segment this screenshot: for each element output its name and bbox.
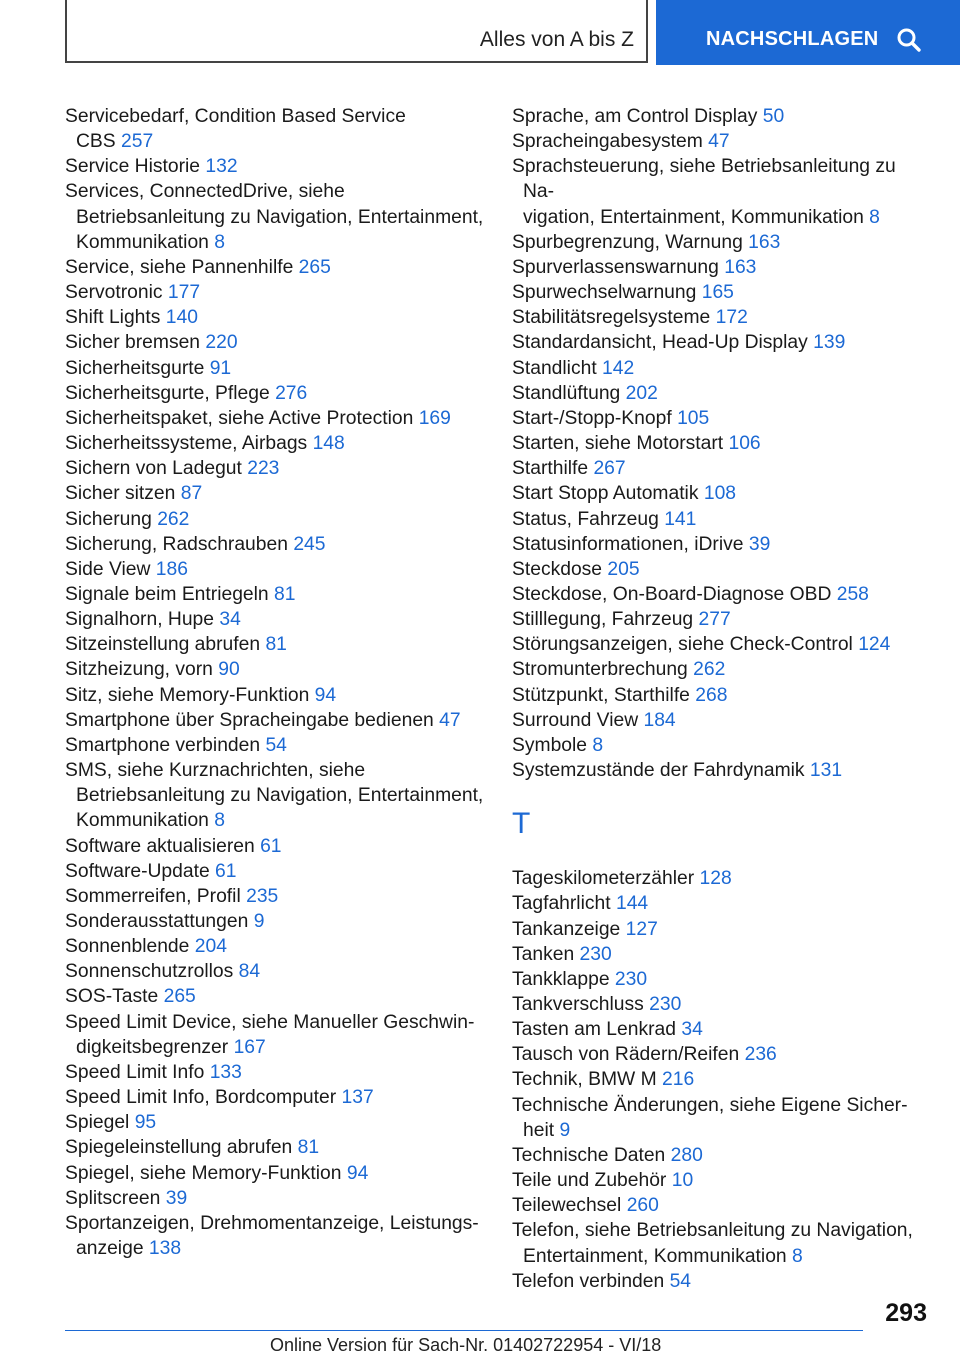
- entry-text: Standlüftung: [512, 382, 621, 404]
- entry-text: Sonnenblende: [65, 936, 190, 958]
- page-reference-link[interactable]: 260: [626, 1195, 659, 1217]
- index-column-left: [65, 104, 485, 1261]
- index-entry: [65, 884, 485, 909]
- index-entry: [512, 1143, 932, 1168]
- index-entry: [512, 1067, 932, 1092]
- page-reference-link[interactable]: 105: [677, 407, 710, 429]
- entry-text: Steckdose, On-Board-Diagnose OBD: [512, 583, 832, 605]
- page-reference-link[interactable]: 223: [247, 458, 280, 480]
- entry-text: Start Stopp Automatik: [512, 483, 699, 505]
- index-entry: [512, 532, 932, 557]
- page-reference-link[interactable]: 202: [625, 382, 658, 404]
- entry-text: Service, siehe Pannenhilfe: [65, 256, 294, 278]
- index-entry: [65, 909, 485, 934]
- entry-text: Telefon verbinden: [512, 1270, 665, 1292]
- page-reference-link[interactable]: 47: [439, 709, 461, 731]
- page-reference-link[interactable]: 81: [274, 583, 296, 605]
- page-reference-link[interactable]: 61: [260, 835, 282, 857]
- index-entry: [65, 381, 485, 406]
- index-entry: [65, 330, 485, 355]
- index-entry: [512, 992, 932, 1017]
- page-reference-link[interactable]: 39: [748, 533, 771, 555]
- page-reference-link[interactable]: 205: [607, 558, 640, 580]
- entry-text: Tanken: [512, 943, 575, 965]
- index-entry: [65, 1211, 485, 1261]
- index-entry: [512, 305, 932, 330]
- index-entry: [65, 934, 485, 959]
- entry-text: Starthilfe: [512, 458, 589, 480]
- index-entry: [65, 1161, 485, 1186]
- entry-text: Störungsanzeigen, siehe Check-Control: [512, 634, 853, 656]
- index-entry: [512, 1193, 932, 1218]
- page-reference-link[interactable]: 140: [165, 307, 198, 329]
- page-reference-link[interactable]: 137: [341, 1087, 374, 1109]
- page-reference-link[interactable]: 106: [728, 433, 761, 455]
- index-entry: [65, 1010, 485, 1060]
- index-entry: [512, 632, 932, 657]
- index-entry: [512, 758, 932, 783]
- index-entry: [512, 154, 932, 229]
- entry-text: Sicher sitzen: [65, 483, 176, 505]
- index-entry: [65, 758, 485, 833]
- page-reference-link[interactable]: 47: [708, 131, 730, 153]
- entry-text: Sitzheizung, vorn: [65, 659, 213, 681]
- page-reference-link[interactable]: 268: [695, 684, 728, 706]
- footer-version: Online Version für Sach-Nr. 01402722954 - VI/18: [270, 1335, 662, 1355]
- index-entry: [65, 834, 485, 859]
- entry-text: Stromunterbrechung: [512, 659, 688, 681]
- index-entry: [65, 154, 485, 179]
- entry-text: Sicherheitssysteme, Airbags: [65, 433, 308, 455]
- index-entry: [512, 733, 932, 758]
- entry-text: Sichern von Ladegut: [65, 458, 242, 480]
- entry-text: Standardansicht, Head-Up Display: [512, 332, 808, 354]
- page-reference-link[interactable]: 8: [214, 231, 225, 253]
- entry-text: Signalhorn, Hupe: [65, 609, 214, 631]
- page-reference-link[interactable]: 265: [298, 256, 331, 278]
- entry-text: Tausch von Rädern/Reifen: [512, 1044, 740, 1066]
- entry-text: Sicherheitspaket, siehe Active Protection: [65, 407, 414, 429]
- page-reference-link[interactable]: 184: [643, 709, 676, 731]
- page-reference-link[interactable]: 139: [813, 332, 846, 354]
- page-reference-link[interactable]: 10: [671, 1170, 694, 1192]
- index-entry: [65, 456, 485, 481]
- page-reference-link[interactable]: 169: [418, 407, 451, 429]
- entry-text: Spurbegrenzung, Warnung: [512, 231, 743, 253]
- entry-text: Sitz, siehe Memory-Funktion: [65, 684, 310, 706]
- index-entry: [65, 657, 485, 682]
- index-entry: [65, 1085, 485, 1110]
- index-entry: [512, 917, 932, 942]
- entry-text: Standlicht: [512, 357, 597, 379]
- entry-text: Technische Änderungen, siehe Eigene Sicher- heit: [512, 1094, 908, 1141]
- entry-text: Software-Update: [65, 860, 210, 882]
- entry-text: Stabilitätsregelsysteme: [512, 307, 711, 329]
- entry-text: Spurverlassenswarnung: [512, 256, 719, 278]
- index-entry: [65, 104, 485, 154]
- nachschlagen-button[interactable]: [656, 0, 960, 65]
- page-reference-link[interactable]: 8: [214, 810, 225, 832]
- entry-text: Servicebedarf, Condition Based Service CBS: [65, 106, 406, 153]
- nav-label: NACHSCHLAGEN: [706, 28, 879, 50]
- entry-text: Splitscreen: [65, 1187, 161, 1209]
- page-reference-link[interactable]: 236: [744, 1044, 777, 1066]
- index-entry: [512, 356, 932, 381]
- index-entry: [512, 683, 932, 708]
- page-reference-link[interactable]: 81: [265, 634, 287, 656]
- entry-text: Sprache, am Control Display: [512, 106, 758, 127]
- index-entry: [65, 255, 485, 280]
- entry-text: Sitzeinstellung abrufen: [65, 634, 261, 656]
- section-letter: T: [512, 807, 531, 841]
- index-entry: [512, 330, 932, 355]
- entry-text: Tankanzeige: [512, 918, 621, 940]
- entry-text: Systemzustände der Fahrdynamik: [512, 760, 805, 782]
- index-column-right: [512, 104, 932, 1294]
- entry-text: Tankverschluss: [512, 994, 644, 1015]
- entry-text: Smartphone über Spracheingabe bedienen: [65, 709, 434, 731]
- entry-text: Service Historie: [65, 156, 201, 178]
- entry-text: Tagfahrlicht: [512, 893, 611, 915]
- page-reference-link[interactable]: 167: [233, 1036, 266, 1058]
- entry-list-s: [512, 104, 932, 783]
- page-reference-link[interactable]: 265: [163, 986, 196, 1008]
- section-label: Alles von A bis Z: [479, 28, 634, 51]
- page-reference-link[interactable]: 84: [238, 961, 261, 983]
- page-reference-link[interactable]: 39: [165, 1187, 188, 1209]
- page-reference-link[interactable]: 172: [715, 307, 748, 329]
- index-entry: [512, 129, 932, 154]
- page-reference-link[interactable]: 277: [698, 609, 731, 631]
- page-reference-link[interactable]: 262: [693, 659, 726, 681]
- page-reference-link[interactable]: 128: [699, 868, 732, 890]
- page-reference-link[interactable]: 133: [209, 1061, 242, 1083]
- entry-text: Stilllegung, Fahrzeug: [512, 609, 694, 631]
- index-entry: [65, 1186, 485, 1211]
- page-reference-link[interactable]: 138: [148, 1238, 182, 1260]
- page-reference-link[interactable]: 91: [209, 357, 232, 379]
- page-reference-link[interactable]: 131: [809, 760, 843, 782]
- entry-text: Tageskilometerzähler: [512, 868, 695, 890]
- index-entry: [512, 381, 932, 406]
- entry-text: Servotronic: [65, 282, 163, 304]
- page-reference-link[interactable]: 230: [614, 968, 648, 990]
- index-entry: [65, 708, 485, 733]
- entry-text: Technik, BMW M: [512, 1069, 657, 1091]
- page-reference-link[interactable]: 245: [293, 533, 326, 555]
- entry-text: SOS-Taste: [65, 986, 159, 1008]
- page-reference-link[interactable]: 144: [615, 893, 649, 915]
- page-reference-link[interactable]: 163: [724, 256, 757, 278]
- page-reference-link[interactable]: 94: [314, 684, 337, 706]
- entry-text: Services, ConnectedDrive, siehe Betriebsanleitung zu Navigation, Entertainment, Kommunikation: [65, 181, 484, 253]
- page-reference-link[interactable]: 9: [253, 911, 265, 932]
- page-reference-link[interactable]: 94: [346, 1162, 369, 1184]
- index-entry: [512, 1168, 932, 1193]
- footer-divider: [65, 1330, 863, 1331]
- index-entry: [65, 507, 485, 532]
- index-entry: [65, 1110, 485, 1135]
- entry-text: Speed Limit Device, siehe Manueller Geschwin- digkeitsbegrenzer: [65, 1011, 475, 1058]
- entry-text: Sonnenschutzrollos: [65, 961, 234, 983]
- index-entry: [65, 733, 485, 758]
- index-entry: [512, 431, 932, 456]
- index-entry: [65, 984, 485, 1009]
- page-reference-link[interactable]: 127: [625, 918, 658, 940]
- index-entry: [65, 859, 485, 884]
- page-reference-link[interactable]: 165: [701, 282, 734, 304]
- index-entry: [65, 179, 485, 254]
- index-entry: [512, 1042, 932, 1067]
- entry-text: Stützpunkt, Starthilfe: [512, 684, 690, 706]
- page-reference-link[interactable]: 186: [155, 558, 188, 580]
- page-reference-link[interactable]: 9: [559, 1119, 571, 1141]
- page-reference-link[interactable]: 34: [219, 609, 241, 631]
- index-entry: [65, 1060, 485, 1085]
- entry-text: Spiegel, siehe Memory-Funktion: [65, 1162, 342, 1184]
- entry-text: Spurwechselwarnung: [512, 282, 697, 304]
- index-entry: [512, 866, 932, 891]
- header-section-tab: [65, 0, 648, 63]
- index-entry: [512, 582, 932, 607]
- index-entry: [512, 607, 932, 632]
- index-entry: [65, 557, 485, 582]
- index-entry: [65, 959, 485, 984]
- entry-text: Technische Daten: [512, 1144, 666, 1166]
- entry-text: Steckdose: [512, 558, 603, 580]
- index-entry: [512, 406, 932, 431]
- page-reference-link[interactable]: 141: [664, 508, 697, 530]
- page-reference-link[interactable]: 276: [275, 382, 308, 404]
- page-reference-link[interactable]: 124: [858, 634, 891, 656]
- entry-text: Surround View: [512, 709, 639, 731]
- entry-text: Statusinformationen, iDrive: [512, 533, 744, 555]
- entry-text: Software aktualisieren: [65, 835, 255, 857]
- page-reference-link[interactable]: 220: [205, 332, 238, 354]
- index-entry: [512, 456, 932, 481]
- entry-text: Signale beim Entriegeln: [65, 583, 269, 605]
- entry-text: Sonderausstattungen: [65, 911, 249, 932]
- index-entry: [512, 1017, 932, 1042]
- entry-text: SMS, siehe Kurznachrichten, siehe Betriebsanleitung zu Navigation, Entertainment, Kommunikation: [65, 760, 484, 832]
- page-reference-link[interactable]: 258: [836, 583, 869, 605]
- index-entry: [65, 532, 485, 557]
- entry-text: Tankklappe: [512, 968, 610, 990]
- entry-text: Sicher bremsen: [65, 332, 201, 354]
- index-entry: [512, 1093, 932, 1143]
- page-reference-link[interactable]: 34: [681, 1019, 703, 1041]
- index-entry: [65, 632, 485, 657]
- page-reference-link[interactable]: 8: [869, 206, 880, 228]
- entry-text: Sicherheitsgurte: [65, 357, 205, 379]
- page-reference-link[interactable]: 87: [180, 483, 203, 505]
- page-reference-link[interactable]: 95: [134, 1112, 157, 1134]
- index-entry: [512, 557, 932, 582]
- page-reference-link[interactable]: 257: [121, 131, 154, 153]
- index-entry: [512, 1269, 932, 1294]
- page-reference-link[interactable]: 108: [703, 483, 737, 505]
- index-entry: [512, 708, 932, 733]
- entry-text: Symbole: [512, 734, 588, 756]
- index-entry: [512, 507, 932, 532]
- entry-text: Spracheingabesystem: [512, 131, 703, 153]
- index-entry: [512, 657, 932, 682]
- page-reference-link[interactable]: 148: [312, 433, 345, 455]
- page-reference-link[interactable]: 61: [215, 860, 237, 882]
- entry-text: Teilewechsel: [512, 1195, 622, 1217]
- page-reference-link[interactable]: 262: [157, 508, 190, 530]
- page-reference-link[interactable]: 216: [662, 1069, 695, 1091]
- index-entry: [65, 280, 485, 305]
- page-number: 293: [885, 1299, 927, 1327]
- entry-list-t: [512, 866, 932, 1294]
- index-entry: [65, 582, 485, 607]
- entry-text: Spiegel: [65, 1112, 130, 1134]
- page-reference-link[interactable]: 54: [265, 734, 287, 756]
- page-reference-link[interactable]: 50: [762, 106, 785, 127]
- page-reference-link[interactable]: 177: [167, 282, 201, 304]
- index-entry: [512, 481, 932, 506]
- index-entry: [512, 1218, 932, 1268]
- entry-text: Sprachsteuerung, siehe Betriebsanleitung zu Na- vigation, Entertainment, Kommunikation: [512, 156, 896, 228]
- index-entry: [512, 104, 932, 129]
- page-reference-link[interactable]: 204: [194, 936, 227, 958]
- search-icon[interactable]: [896, 27, 922, 53]
- entry-text: Shift Lights: [65, 307, 161, 329]
- page-reference-link[interactable]: 8: [792, 1245, 803, 1267]
- entry-text: Speed Limit Info: [65, 1061, 205, 1083]
- index-entry: [65, 356, 485, 381]
- index-entry: [65, 406, 485, 431]
- entry-text: Telefon, siehe Betriebsanleitung zu Navigation, Entertainment, Kommunikation: [512, 1220, 913, 1267]
- index-entry: [65, 305, 485, 330]
- page-reference-link[interactable]: 142: [602, 357, 635, 379]
- index-entry: [512, 280, 932, 305]
- index-entry: [65, 683, 485, 708]
- entry-text: Sportanzeigen, Drehmomentanzeige, Leistungs- anzeige: [65, 1212, 479, 1260]
- index-entry: [65, 481, 485, 506]
- page-reference-link[interactable]: 81: [297, 1137, 320, 1159]
- entry-list-left: [65, 104, 485, 1261]
- entry-text: Sicherheitsgurte, Pflege: [65, 382, 270, 404]
- entry-text: Speed Limit Info, Bordcomputer: [65, 1087, 337, 1109]
- entry-text: Sicherung, Radschrauben: [65, 533, 288, 555]
- entry-text: Spiegeleinstellung abrufen: [65, 1137, 293, 1159]
- entry-text: Tasten am Lenkrad: [512, 1019, 676, 1041]
- page-reference-link[interactable]: 8: [592, 734, 604, 756]
- entry-text: Side View: [65, 558, 151, 580]
- page-reference-link[interactable]: 163: [748, 231, 781, 253]
- index-entry: [512, 230, 932, 255]
- page-reference-link[interactable]: 280: [670, 1144, 703, 1166]
- entry-text: Start-/Stopp-Knopf: [512, 407, 672, 429]
- index-entry: [512, 942, 932, 967]
- index-entry: [65, 431, 485, 456]
- page-reference-link[interactable]: 230: [649, 994, 682, 1015]
- page-reference-link[interactable]: 90: [218, 659, 240, 681]
- entry-text: Status, Fahrzeug: [512, 508, 659, 530]
- index-entry: [512, 255, 932, 280]
- entry-text: Starten, siehe Motorstart: [512, 433, 724, 455]
- entry-text: Teile und Zubehör: [512, 1170, 667, 1192]
- page-reference-link[interactable]: 230: [579, 943, 612, 965]
- index-entry: [65, 607, 485, 632]
- index-entry: [512, 967, 932, 992]
- index-entry: [512, 891, 932, 916]
- index-entry: [65, 1135, 485, 1160]
- entry-text: Smartphone verbinden: [65, 734, 261, 756]
- entry-text: Sommerreifen, Profil: [65, 885, 241, 907]
- page-reference-link[interactable]: 54: [669, 1270, 692, 1292]
- page-reference-link[interactable]: 132: [205, 156, 238, 178]
- page-reference-link[interactable]: 235: [246, 885, 279, 907]
- page-reference-link[interactable]: 267: [593, 458, 626, 480]
- entry-text: Sicherung: [65, 508, 152, 530]
